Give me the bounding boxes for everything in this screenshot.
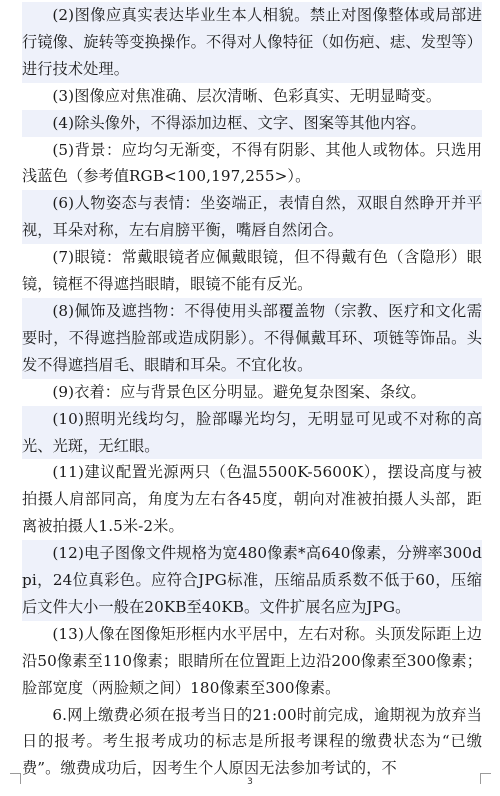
page-number: 3 [247,777,253,787]
paragraph-item-2: (2)图像应真实表达毕业生本人相貌。禁止对图像整体或局部进行镜像、旋转等变换操作。不得对人像特征（如伤疤、痣、发型等）进行技术处理。 [22,2,482,83]
paragraph-item-13: (13)人像在图像矩形框内水平居中，左右对称。头顶发际距上边沿50像素至110像素；眼睛所在位置距上边沿200像素至300像素；脸部宽度（两脸颊之间）180像素至300像素。 [22,624,482,697]
paragraph-item-5: (5)背景：应均匀无渐变，不得有阴影、其他人或物体。只选用浅蓝色（参考值RGB<100,197,255>）。 [22,140,482,186]
paragraph-item-10: (10)照明光线均匀，脸部曝光均匀，无明显可见或不对称的高光、光斑，无红眼。 [22,406,482,460]
paragraph-item-6: (6)人物姿态与表情：坐姿端正，表情自然，双眼自然睁开并平视，耳朵对称，左右肩膀平衡，嘴唇自然闭合。 [22,190,482,244]
paragraph-item-11: (11)建议配置光源两只（色温5500K-5600K），摆设高度与被拍摄人肩部同高，角度为左右各45度，朝向对准被拍摄人头部，距离被拍摄人1.5米-2米。 [22,463,482,536]
paragraph-item-3: (3)图像应对焦准确、层次清晰、色彩真实、无明显畸变。 [52,86,442,105]
paragraph-item-4: (4)除头像外，不得添加边框、文字、图案等其他内容。 [22,110,482,137]
paragraph-item-7: (7)眼镜：常戴眼镜者应佩戴眼镜，但不得戴有色（含隐形）眼镜，镜框不得遮挡眼睛，眼镜不能有反光。 [22,248,482,294]
paragraph-item-12: (12)电子图像文件规格为宽480像素*高640像素，分辨率300dpi，24位真彩色。应符合JPG标准，压缩品质系数不低于60，压缩后文件大小一般在20KB至40KB。文件扩展名应为JPG。 [22,540,482,621]
paragraph-item-8: (8)佩饰及遮挡物：不得使用头部覆盖物（宗教、医疗和文化需要时，不得遮挡脸部或造成阴影）。不得佩戴耳环、项链等饰品。头发不得遮挡眉毛、眼睛和耳朵。不宜化妆。 [22,298,482,379]
paragraph-section-6: 6.网上缴费必须在报考当日的21:00时前完成，逾期视为放弃当日的报考。考生报考成功的标志是所报考课程的缴费状态为“已缴费”。缴费成功后，因考生个人原因无法参加考试的，不 [22,705,482,778]
document-body [22,2,482,782]
paragraph-item-9: (9)衣着：应与背景色区分明显。避免复杂图案、条纹。 [52,382,426,401]
